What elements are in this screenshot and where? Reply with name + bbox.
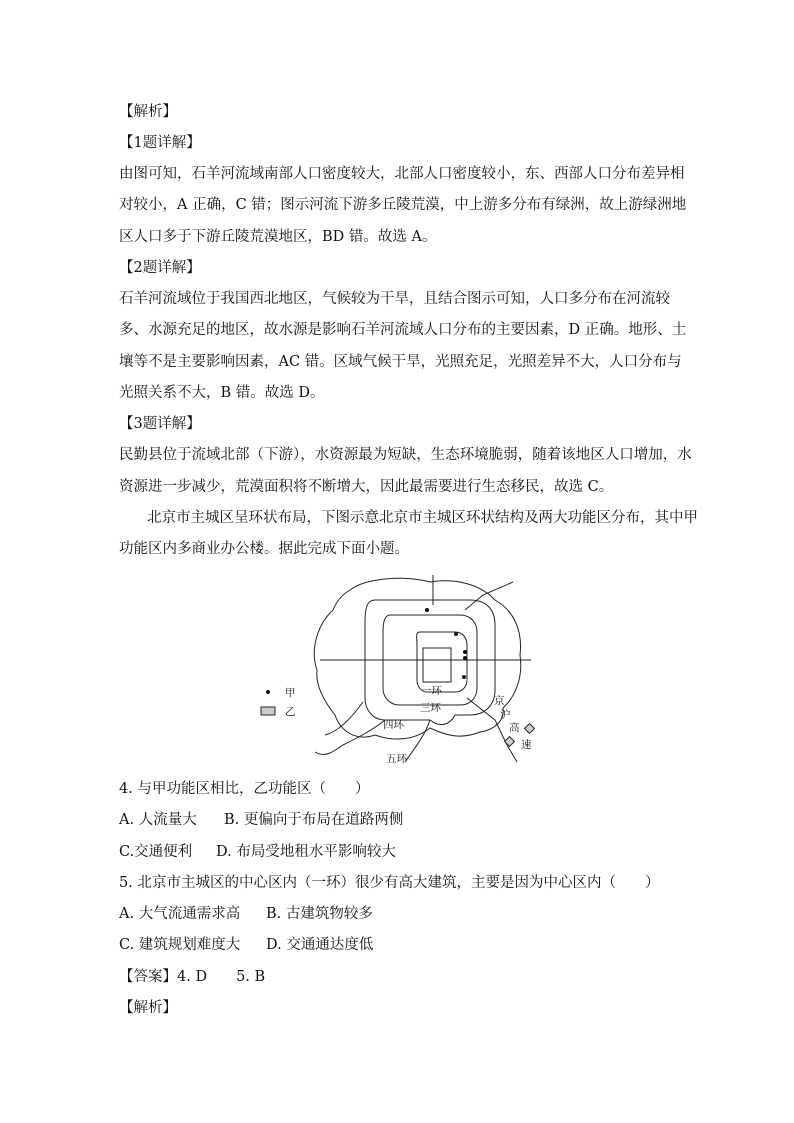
intro-line: 北京市主城区呈环状布局，下图示意北京市主城区环状结构及两大功能区分布，其中甲 bbox=[147, 510, 698, 526]
analysis-heading: 【解析】 bbox=[119, 104, 177, 120]
legend-yi-label: 乙 bbox=[285, 706, 296, 718]
q4-option-c: C.交通便利 bbox=[119, 844, 193, 860]
question-5-stem: 5. 北京市主城区的中心区内（一环）很少有高大建筑，主要是因为中心区内（ ） bbox=[119, 875, 660, 891]
beijing-ring-map bbox=[255, 570, 545, 775]
highway-label-jing: 京 bbox=[494, 695, 505, 707]
q5-option-a: A. 大气流通需求高 bbox=[119, 906, 241, 922]
subheading-q1: 【1题详解】 bbox=[119, 135, 201, 151]
road-west bbox=[325, 702, 363, 735]
q5-option-d: D. 交通通达度低 bbox=[266, 937, 374, 953]
highway-label-gao: 高 bbox=[509, 722, 520, 734]
legend-jia-label: 甲 bbox=[285, 687, 296, 699]
ring-3-label: 三环 bbox=[420, 702, 441, 714]
ring-1-label: 一环 bbox=[421, 685, 442, 697]
jia-dot bbox=[463, 656, 467, 660]
q4-option-d: D. 布局受地租水平影响较大 bbox=[216, 844, 396, 860]
paragraph-line: 资源进一步减少，荒漠面积将不断增大，因此最需要进行生态移民，故选 C。 bbox=[119, 479, 614, 495]
jia-dot bbox=[463, 650, 467, 654]
answer-line: 【答案】4. D 5. B bbox=[119, 969, 266, 985]
analysis-heading: 【解析】 bbox=[119, 1000, 177, 1016]
highway-label-su: 速 bbox=[521, 739, 532, 751]
paragraph-line: 对较小，A 正确，C 错；图示河流下游多丘陵荒漠，中上游多分布有绿洲，故上游绿洲地 bbox=[119, 197, 687, 213]
ring-5-outline bbox=[314, 578, 520, 739]
ring-1-outline bbox=[423, 648, 451, 682]
intro-line: 功能区内多商业办公楼。据此完成下面小题。 bbox=[119, 541, 409, 557]
ring-2-outline bbox=[417, 632, 467, 692]
paragraph-line: 由图可知，石羊河流域南部人口密度较大，北部人口密度较小，东、西部人口分布差异相 bbox=[119, 166, 685, 182]
subheading-q2: 【2题详解】 bbox=[119, 260, 201, 276]
paragraph-line: 民勤县位于流域北部（下游），水资源最为短缺，生态环境脆弱，随着该地区人口增加，水 bbox=[119, 447, 692, 463]
yi-square bbox=[525, 724, 535, 734]
q5-option-c: C. 建筑规划难度大 bbox=[119, 937, 241, 953]
ring-4-label: 四环 bbox=[383, 719, 404, 731]
jia-dot bbox=[454, 632, 458, 636]
jia-dot bbox=[462, 675, 466, 679]
legend-yi-symbol bbox=[261, 707, 275, 715]
paragraph-line: 区人口多于下游丘陵荒漠地区，BD 错。故选 A。 bbox=[119, 229, 437, 245]
question-4-stem: 4. 与甲功能区相比，乙功能区（ ） bbox=[119, 781, 370, 797]
road-northeast bbox=[465, 582, 513, 610]
yi-square bbox=[505, 737, 515, 747]
paragraph-line: 石羊河流域位于我国西北地区，气候较为干旱，且结合图示可知，人口多分布在河流较 bbox=[119, 291, 670, 307]
road-southwest bbox=[315, 720, 385, 754]
paragraph-line: 壤等不是主要影响因素，AC 错。区域气候干旱，光照充足，光照差异不大，人口分布与 bbox=[119, 354, 682, 370]
jia-dot bbox=[425, 608, 429, 612]
highway-label-hu: 沪 bbox=[500, 709, 511, 721]
paragraph-line: 光照关系不大，B 错。故选 D。 bbox=[119, 385, 325, 401]
road-south bbox=[405, 720, 430, 762]
ring-5-label: 五环 bbox=[386, 753, 407, 765]
q4-option-a: A. 人流量大 bbox=[119, 812, 197, 828]
legend-jia-symbol bbox=[266, 690, 270, 694]
q5-option-b: B. 古建筑物较多 bbox=[266, 906, 373, 922]
paragraph-line: 多、水源充足的地区，故水源是影响石羊河流域人口分布的主要因素，D 正确。地形、土 bbox=[119, 322, 687, 338]
subheading-q3: 【3题详解】 bbox=[119, 416, 201, 432]
q4-option-b: B. 更偏向于布局在道路两侧 bbox=[224, 812, 404, 828]
